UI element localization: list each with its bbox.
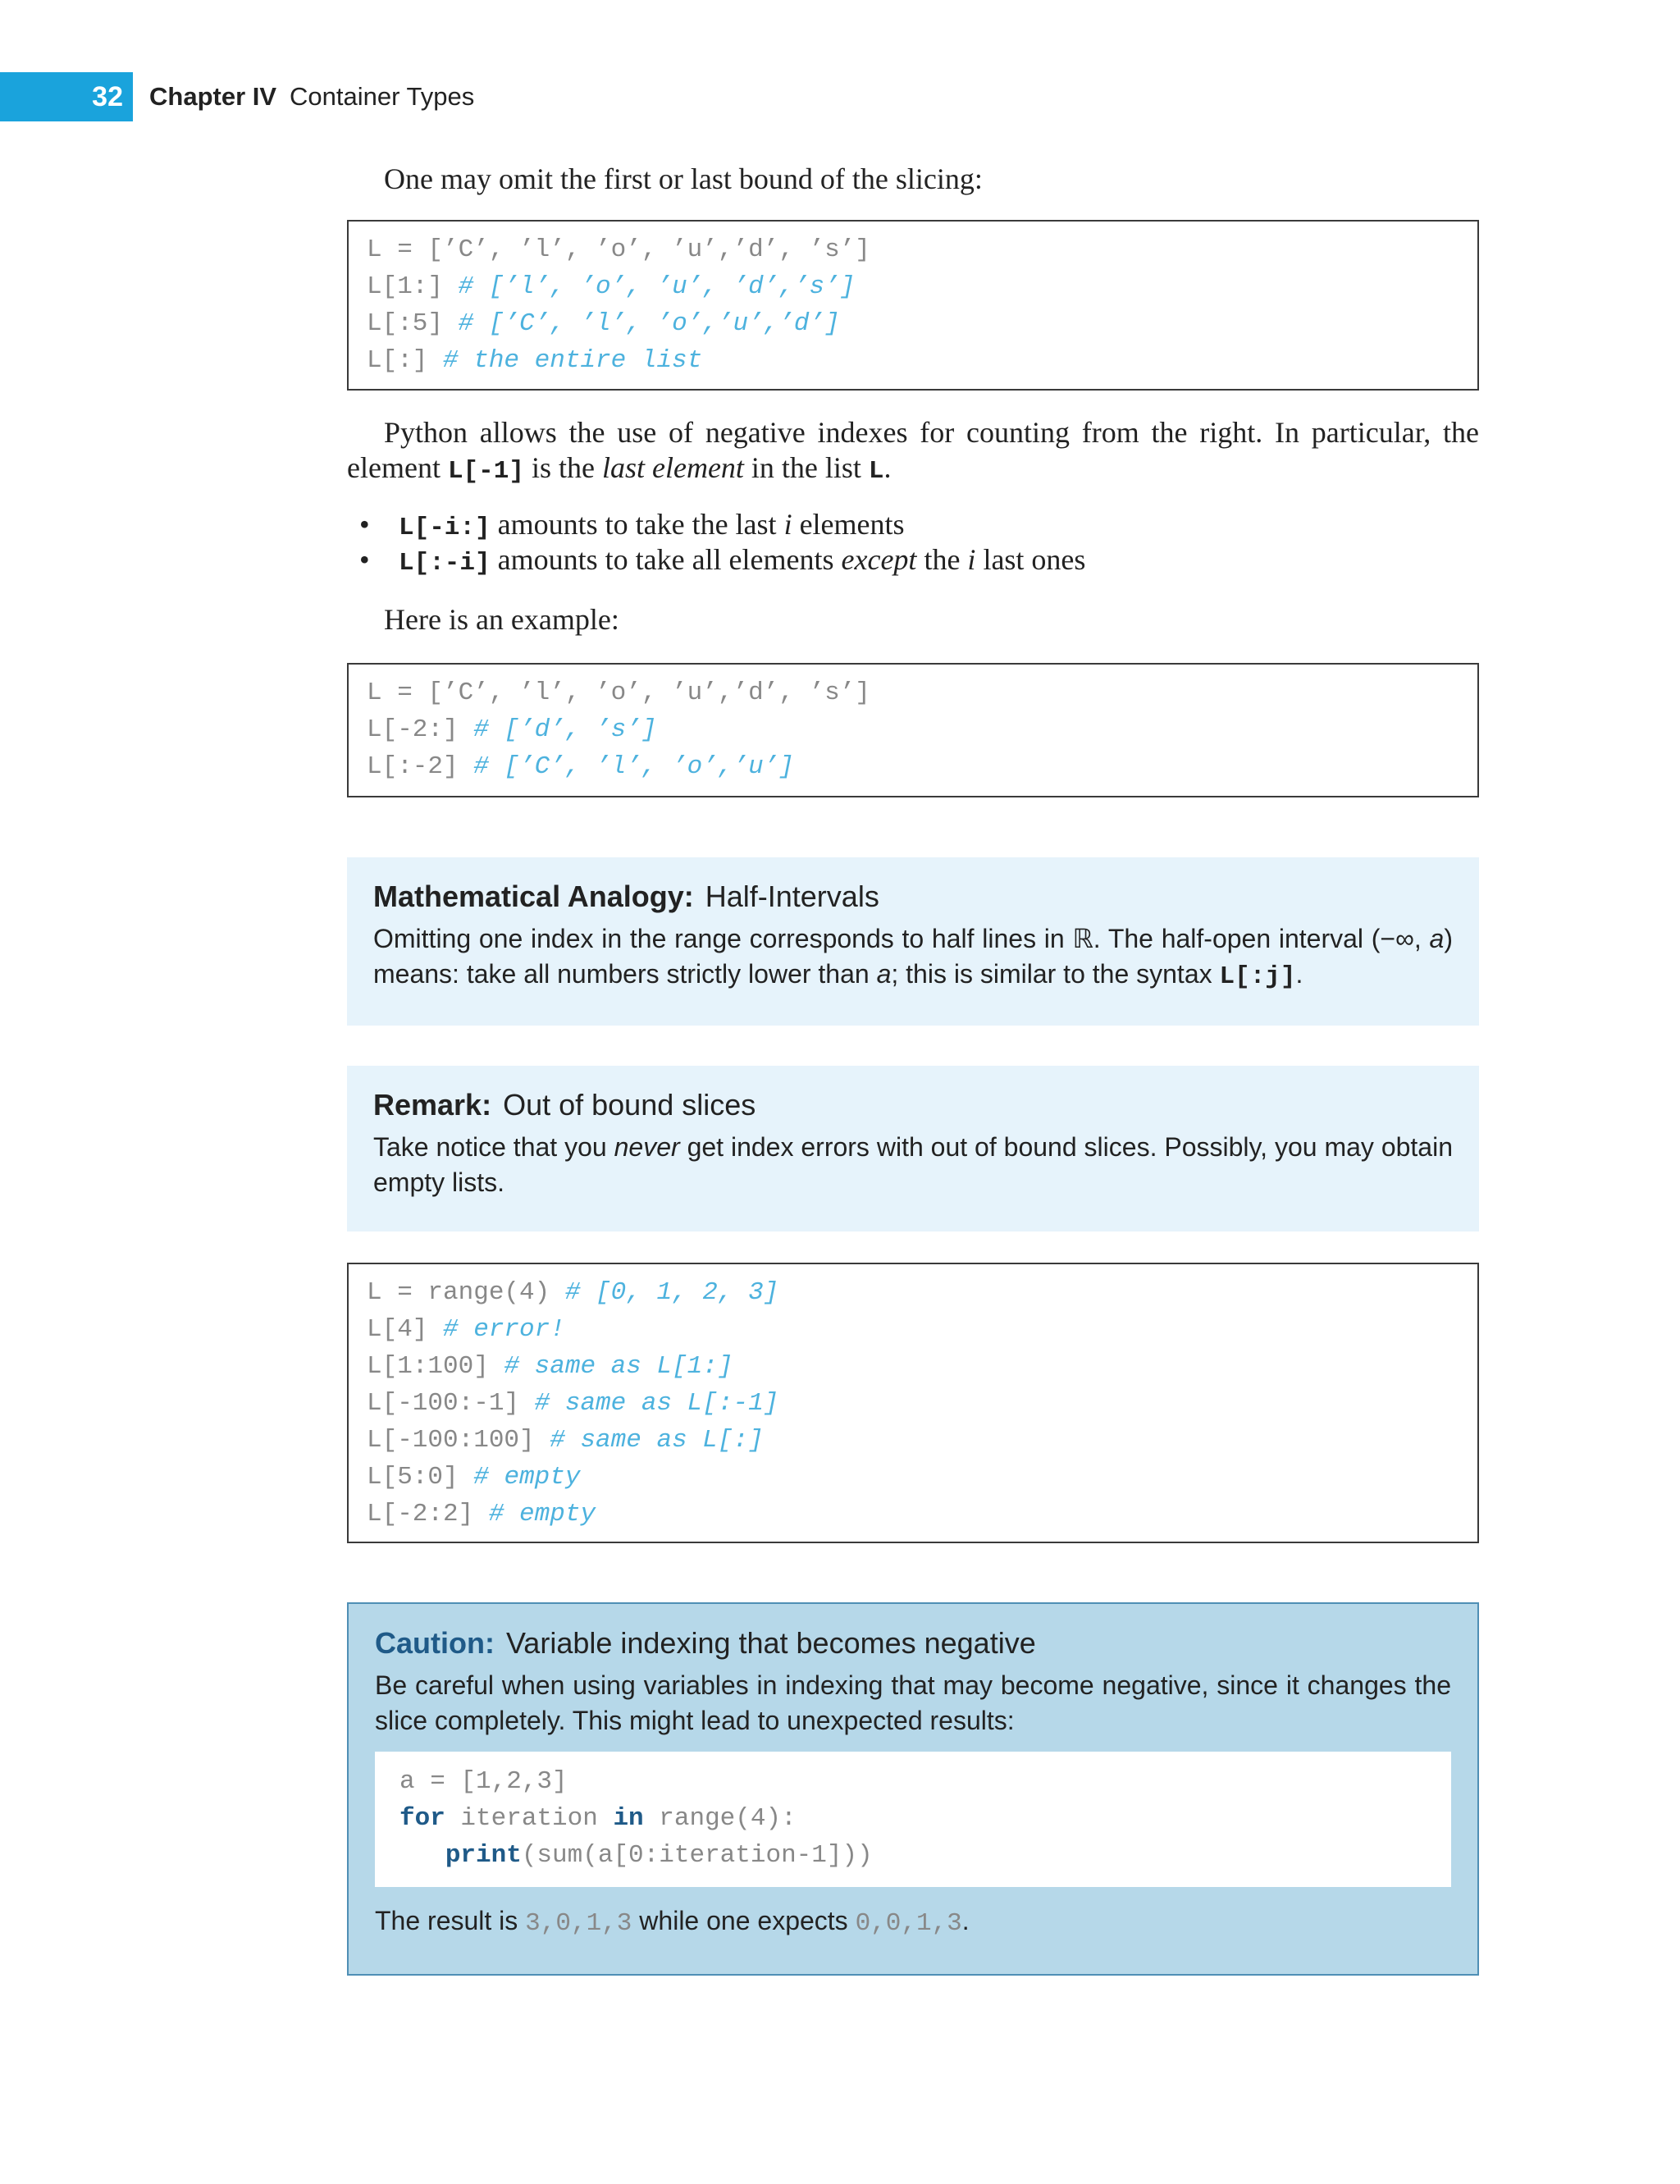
code-line: print(sum(a[0:iteration-1])) (445, 1841, 873, 1870)
remark-callout (347, 1066, 1479, 1231)
callout-heading: Remark: Out of bound slices (373, 1088, 756, 1122)
negative-index-paragraph: Python allows the use of negative indexes for counting from the right. In particular, the element L[-1] is the last element in the list L. (347, 416, 1479, 486)
code-line: L[5:0] # empty (367, 1463, 581, 1492)
caution-callout (347, 1602, 1479, 1976)
code-block-negative (347, 663, 1479, 797)
caution-code-block (375, 1752, 1451, 1887)
running-head (149, 72, 474, 121)
callout-body: Be careful when using variables in indexing that may become negative, since it changes the slice completely. This might lead to unexpected results: (375, 1670, 1451, 1735)
list-item: • L[-i:] amounts to take the last i elements (359, 508, 905, 542)
bullet-list (353, 507, 1485, 578)
callout-body: Omitting one index in the range corresponds to half lines in ℝ. The half-open interval (−∞, a) means: take all numbers strictly lower than a; this is similar to the syntax L[:j]. (373, 924, 1453, 991)
code-line: L[:5] # [’C’, ’l’, ’o’,’u’,’d’] (367, 309, 840, 338)
code-line: L[1:100] # same as L[1:] (367, 1352, 733, 1381)
analogy-callout (347, 857, 1479, 1026)
code-line: for iteration in range(4): (399, 1804, 797, 1833)
code-line: L = [’C’, ’l’, ’o’, ’u’,’d’, ’s’] (367, 679, 870, 707)
code-line: L[-100:100] # same as L[:] (367, 1426, 764, 1455)
code-line: L[4] # error! (367, 1315, 565, 1344)
code-line: a = [1,2,3] (399, 1767, 568, 1796)
code-line: L[1:] # [’l’, ’o’, ’u’, ’d’,’s’] (367, 272, 856, 301)
code-line: L[:-2] # [’C’, ’l’, ’o’,’u’] (367, 752, 794, 781)
code-line: L[-2:] # [’d’, ’s’] (367, 715, 657, 744)
callout-body: Take notice that you never get index errors with out of bound slices. Possibly, you may obtain empty lists. (373, 1132, 1454, 1197)
chapter-label: Chapter IV (149, 82, 277, 111)
code-line: L[:] # the entire list (367, 346, 703, 375)
code-block-out-of-bounds (347, 1263, 1479, 1543)
example-intro: Here is an example: (384, 603, 619, 636)
result-sentence: The result is 3,0,1,3 while one expects 0,0,1,3. (375, 1906, 970, 1938)
list-item: • L[:-i] amounts to take all elements except the i last ones (359, 543, 1086, 578)
code-block-slicing (347, 220, 1479, 391)
code-line: L[-100:-1] # same as L[:-1] (367, 1389, 779, 1418)
callout-heading: Mathematical Analogy: Half-Intervals (373, 880, 879, 913)
code-line: L = range(4) # [0, 1, 2, 3] (367, 1278, 779, 1307)
page-number: 32 (0, 72, 133, 121)
intro-paragraph: One may omit the first or last bound of the slicing: (384, 162, 983, 195)
code-line: L[-2:2] # empty (367, 1500, 596, 1528)
code-line: L = [’C’, ’l’, ’o’, ’u’,’d’, ’s’] (367, 235, 870, 264)
chapter-title: Container Types (290, 82, 475, 111)
callout-heading: Caution: Variable indexing that becomes negative (375, 1626, 1036, 1660)
